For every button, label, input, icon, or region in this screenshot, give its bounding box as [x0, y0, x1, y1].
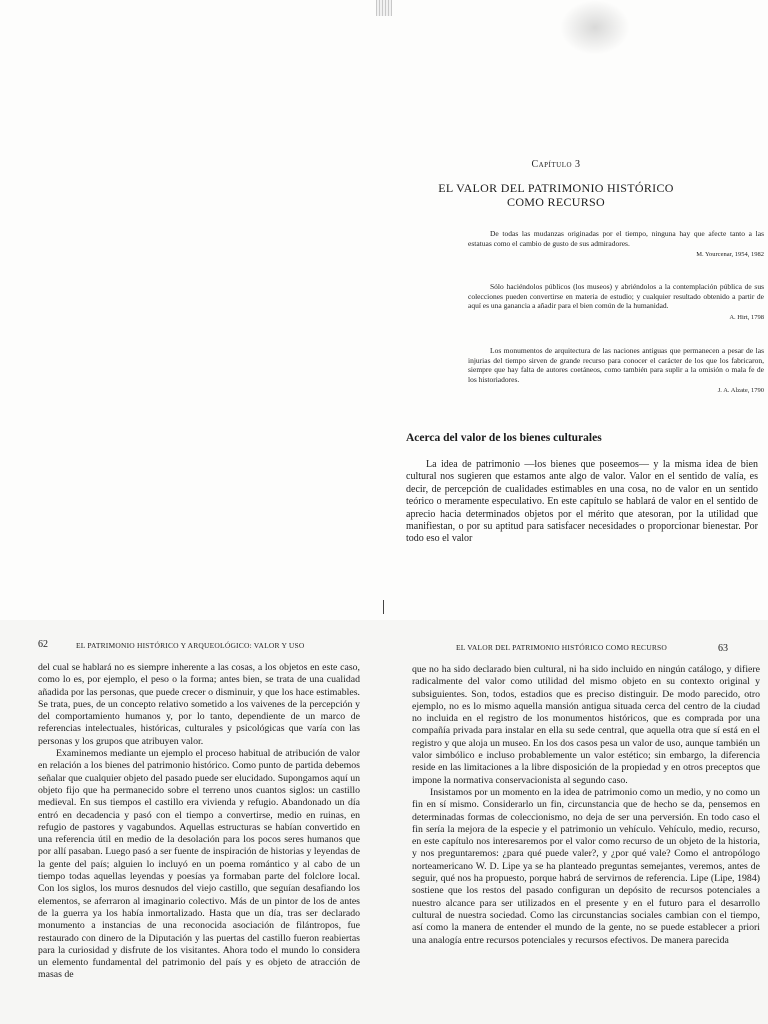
opening-body	[406, 459, 758, 546]
left-paragraph-2: Examinemos mediante un ejemplo el proceso habitual de atribución de valor en relación a los bienes del patrimonio histórico. Como punto de partida debemos señalar que cualquier objeto del pasado puede ser elucidado. Supongamos aquí un objeto fijo que ha permanecido sobre el terreno unos cuantos siglos: un castillo medieval. En sus tiempos el castillo era vivienda y refugio. Abandonado un día entró en decadencia y pasó con el tiempo a convertirse, medio en ruinas, en refugio de pastores y vagabundos. Aquellas estructuras se habían convertido en una referencia útil en medio de la desolación para los pocos seres humanos que por allí pasaban. Luego pasó a ser fuente de inspiración de historias y leyendas de la gente del país; alguien lo incluyó en un poema romántico y al cabo de un tiempo todas aquellas leyendas y poesías ya formaban parte del folclore local. Con los siglos, los muros desnudos del viejo castillo, que seguían desafiando los elementos, se aferraron al imaginario colectivo. Más de un pintor de los de antes de la guerra ya los había inmortalizado. Hasta que un día, tras ser declarado monumento a instancias de una reconocida asociación de filántropos, fue restaurado con dinero de la Diputación y las puertas del castillo fueron reabiertas para la curiosidad y disfrute de los visitantes. Ahora todo el mundo lo considera un elemento fundamental del patrimonio del país y es objeto de atracción de masas de	[38, 748, 360, 981]
chapter-title	[406, 181, 706, 209]
page-number-left: 62	[38, 639, 48, 650]
epigraph-attribution: M. Yourcenar, 1954, 1982	[696, 251, 764, 259]
running-head-left: EL PATRIMONIO HISTÓRICO Y ARQUEOLÓGICO: VALOR Y USO	[76, 641, 305, 650]
chapter-label: Capítulo 3	[531, 159, 581, 170]
chapter-title-line1: EL VALOR DEL PATRIMONIO HISTÓRICO	[438, 181, 674, 195]
epigraph-3	[468, 346, 764, 396]
running-head-right: EL VALOR DEL PATRIMONIO HISTÓRICO COMO RECURSO	[456, 643, 668, 652]
epigraph-2	[468, 282, 764, 322]
epigraph-text: Los monumentos de arquitectura de las naciones antiguas que permanecen a pesar de las injurias del tiempo sirven de grande recurso para conocer el carácter de los que los fabricaron, siempre que hay falta de autores coetáneos, como también para suplir a la omisión o mala fe de los historiadores.	[468, 346, 764, 384]
page-number-right: 63	[718, 643, 728, 654]
epigraph-text: Sólo haciéndolos públicos (los museos) y abriéndolos a la contemplación pública de sus colecciones pueden convertirse en materia de estudio; y cualquier resultado obtenido a partir de aquí es una ganancia a añadir para el bien común de la humanidad.	[468, 282, 764, 311]
epigraph-1	[468, 229, 764, 260]
binding-mark	[376, 0, 392, 16]
right-paragraph-1: que no ha sido declarado bien cultural, ni ha sido incluido en ningún catálogo, y difiere radicalmente del valor como utilidad del mismo objeto en su contexto original y subsiguientes. Son, todos, estadios que es preciso distinguir. De modo parecido, otro ejemplo, no es lo mismo aquella mansión antigua situada cerca del centro de la ciudad no incluida en el registro de los monumentos históricos, que es comprada por una compañía privada para instalar en ella su sede central, que aquella otra que sí está en el registro y que aloja un museo. En los dos casos pesa un valor de uso, aunque también un valor simbólico e incluso probablemente un valor estético; sin embargo, la diferencia reside en las limitaciones a la libre disposición de la propiedad y en otros preceptos que impone la normativa conservacionista al segundo caso.	[412, 664, 760, 786]
right-page-text	[412, 664, 760, 947]
right-paragraph-2: Insistamos por un momento en la idea de patrimonio como un medio, y no como un fin en sí mismo. Considerarlo un fin, circunstancia que de hecho se da, pensemos en determinadas formas de coleccionismo, no deja de ser una perversión. En todo caso el fin sería la mejora de la especie y el patrimonio un vehículo. Vehículo, medio, recurso, en este capítulo nos interesaremos por el valor como recurso de un objeto de la historia, y nos preguntaremos: ¿para qué puede valer?, y ¿por qué vale? Como el antropólogo norteamericano W. D. Lipe ya se ha planteado preguntas semejantes, veremos, antes de seguir, qué nos ha propuesto, porque habrá de servirnos de referencia. Lipe (Lipe, 1984) sostiene que los restos del pasado configuran un depósito de recursos potenciales a nuestro alcance para ser utilizados en el presente y en el futuro para el desarrollo cultural de nuestra sociedad. Como las circunstancias sociales cambian con el tiempo, así como la manera de entender el mundo de la gente, no se puede establecer a priori una analogía entre recursos potenciales y recursos efectivos. De manera parecida	[412, 786, 760, 946]
chapter-title-line2: COMO RECURSO	[507, 195, 605, 209]
epigraph-attribution: A. Hirt, 1798	[729, 313, 764, 321]
epigraph-text: De todas las mudanzas originadas por el tiempo, ninguna hay que afecte tanto a las estatuas como el cambio de gusto de sus admiradores.	[468, 229, 764, 248]
section-heading: Acerca del valor de los bienes culturales	[406, 432, 602, 444]
epigraph-attribution: J. A. Alzate, 1790	[717, 387, 764, 395]
scan-smudge	[560, 0, 630, 55]
left-paragraph-1: del cual se hablará no es siempre inherente a las cosas, a los objetos en este caso, como lo es, por ejemplo, el peso o la forma; antes bien, se trata de una cualidad añadida por las personas, que puede crecer o disminuir, y que los hace estimables. Se trata, pues, de un concepto relativo sometido a los vaivenes de la percepción y del comportamiento humanos y, por lo tanto, dependiente de un marco de referencias intelectuales, históricas, culturales y psicológicas que varía con las personas y los grupos que atribuyen valor.	[38, 662, 360, 747]
page-gutter-tick	[383, 600, 384, 614]
opening-paragraph: La idea de patrimonio —los bienes que poseemos— y la misma idea de bien cultural nos sugieren que estamos ante algo de valor. Valor en el sentido de valía, es decir, de percepción de cualidades estimables en una cosa, no de valor en un sentido teórico o meramente especulativo. En este capítulo se hablará de valor en el sentido de aprecio hacia determinados objetos por el mérito que atesoran, por la utilidad que manifiestan, o por su aptitud para satisfacer necesidades o proporcionar bienestar. Por todo eso el valor	[406, 459, 758, 545]
left-page-text	[38, 662, 360, 982]
